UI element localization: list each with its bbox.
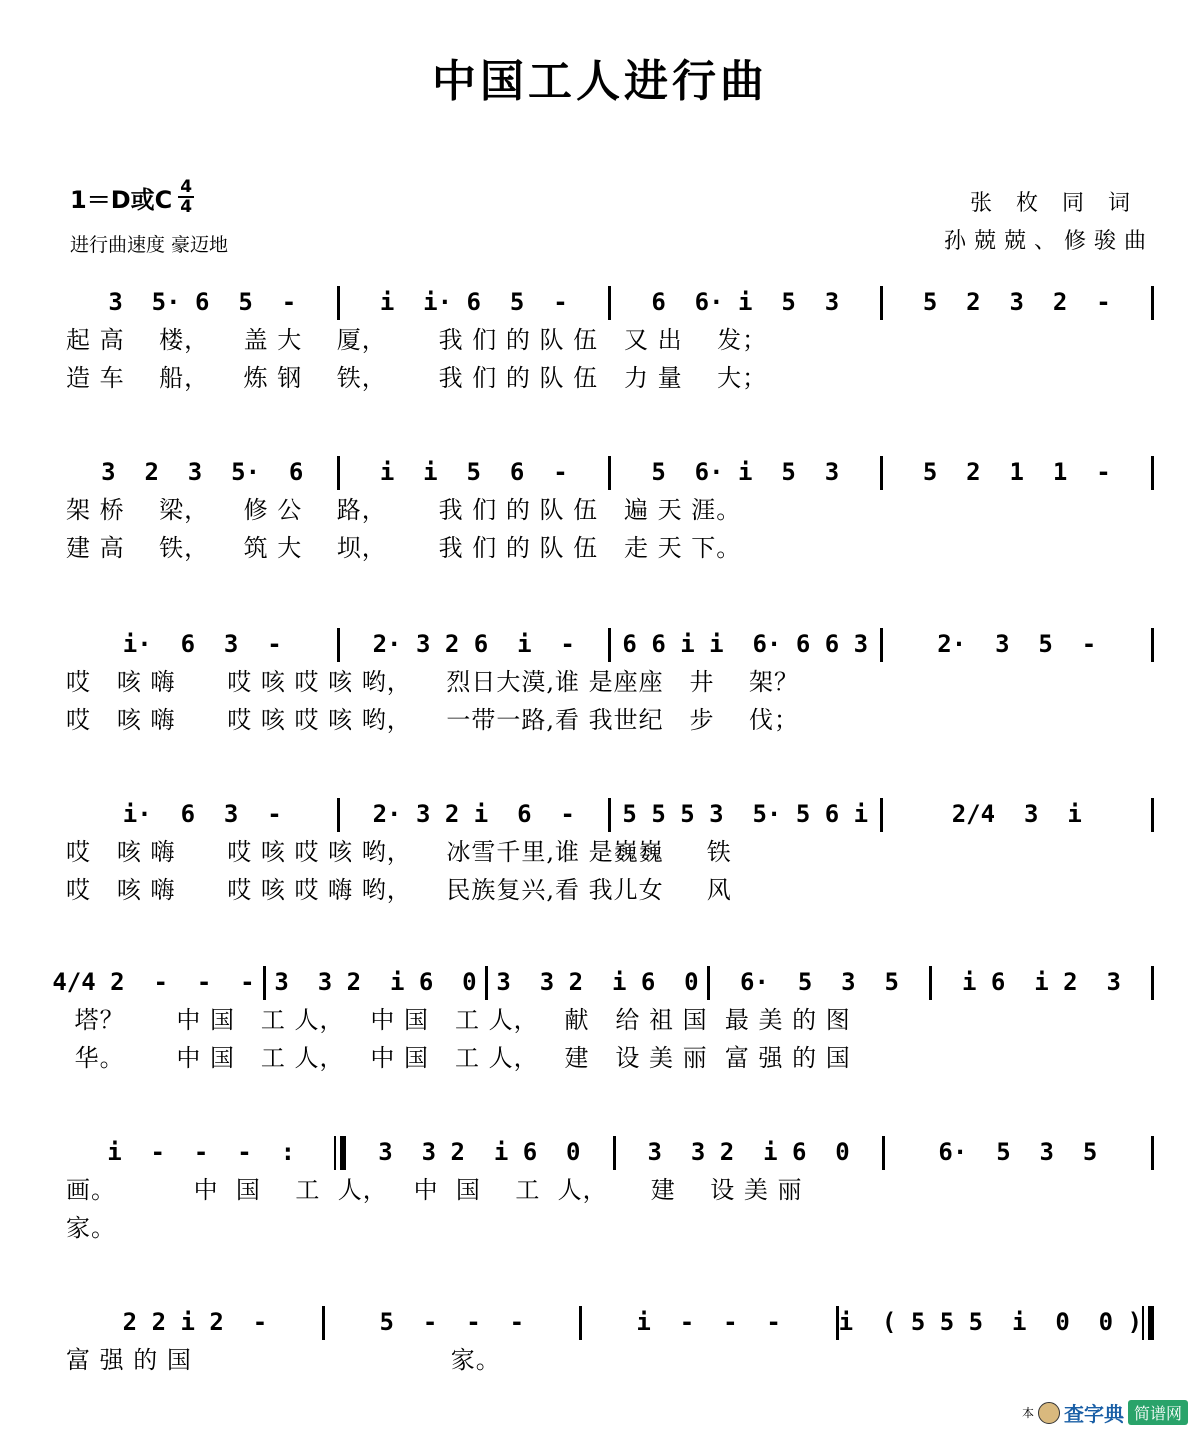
notes-line [68, 440, 1154, 486]
measure: 3 3 2 i 6 0 [378, 1138, 581, 1166]
lyric-verse-1: 画。 中 国 工 人， 中 国 工 人， 建 设 美 丽 [66, 1176, 803, 1204]
staff-row-3 [0, 612, 1200, 762]
time-denominator: 4 [180, 197, 193, 217]
lyric-verse-1: 哎 咳 嗨 哎 咳 哎 咳 哟， 冰雪千里,谁 是巍巍 铁 [66, 838, 732, 866]
time-numerator: 4 [180, 177, 193, 197]
measure: 6· 5 3 5 [740, 968, 899, 996]
measure: i - - - [636, 1308, 781, 1336]
staff-row-6 [0, 1120, 1200, 1270]
lyric-verse-2: 华。 中 国 工 人， 中 国 工 人， 建 设 美 丽 富 强 的 国 [66, 1044, 851, 1072]
lyric-verse-2: 家。 [66, 1214, 116, 1242]
measure: i· 6 3 - [122, 800, 282, 828]
lyric-verse-1: 塔？ 中 国 工 人， 中 国 工 人， 献 给 祖 国 最 美 的 图 [66, 1006, 851, 1034]
measure: i· 6 3 - [122, 630, 282, 658]
measure: 6· 5 3 5 [938, 1138, 1098, 1166]
bar-line [1151, 628, 1154, 662]
measure: i ( 5 5 5 i 0 0 ) [838, 1308, 1143, 1336]
notes-line [68, 270, 1154, 316]
lyric-verse-1: 起 高 楼， 盖 大 厦， 我 们 的 队 伍 又 出 发； [66, 326, 768, 354]
measure: 2· 3 5 - [937, 630, 1097, 658]
staff-row-2 [0, 440, 1200, 590]
lyric-verse-2: 哎 咳 嗨 哎 咳 哎 嗨 哟， 民族复兴,看 我儿女 风 [66, 876, 732, 904]
staff-row-7 [0, 1290, 1200, 1440]
tempo-marking: 进行曲速度 豪迈地 [70, 234, 229, 256]
lyric-verse-2: 造 车 船， 炼 钢 铁， 我 们 的 队 伍 力 量 大； [66, 364, 768, 392]
bar-line [1151, 456, 1154, 490]
measure: 3 3 2 i 6 0 [647, 1138, 850, 1166]
bar-line [1151, 286, 1154, 320]
lyric-verse-2: 哎 咳 嗨 哎 咳 哎 咳 哟， 一带一路,看 我世纪 步 伐； [66, 706, 799, 734]
watermark-site: 查字典 [1063, 1402, 1124, 1426]
measure: i - - - : [107, 1138, 296, 1166]
lyric-verse-2: 建 高 铁， 筑 大 坝， 我 们 的 队 伍 走 天 下。 [66, 534, 742, 562]
notes-line [68, 782, 1154, 828]
final-bar-line [1142, 1306, 1154, 1340]
measure: 2 2 i 2 - [122, 1308, 268, 1336]
measure: 2/4 3 i [951, 800, 1082, 828]
lyricist-credit: 张枚同词 [969, 191, 1154, 216]
measure: 5 2 3 2 - [922, 288, 1111, 316]
staff-row-5 [0, 950, 1200, 1100]
song-title: 中国工人进行曲 [432, 56, 768, 107]
measure: 3 5· 6 5 - [108, 288, 297, 316]
bar-line [1151, 798, 1154, 832]
notes-line [44, 950, 1154, 996]
measure: i 6 i 2 3 [962, 968, 1121, 996]
measure: 5 - - - [379, 1308, 525, 1336]
measure: 3 3 2 i 6 0 [496, 968, 699, 996]
lyric-verse-1: 哎 咳 嗨 哎 咳 哎 咳 哟， 烈日大漠,谁 是座座 井 架？ [66, 668, 799, 696]
measure: 6 6 i i 6· 6 6 3 [622, 630, 869, 658]
lyric-verse-1: 富 强 的 国 家。 [66, 1346, 501, 1374]
watermark-prefix: 本 [1021, 1406, 1034, 1420]
measure: 4/4 2 - - - [52, 968, 255, 996]
lyric-verse-1: 架 桥 梁， 修 公 路， 我 们 的 队 伍 遍 天 涯。 [66, 496, 742, 524]
staff-row-4 [0, 782, 1200, 932]
notes-line [68, 1290, 1154, 1336]
measure: 5 6· i 5 3 [651, 458, 840, 486]
key-signature [70, 178, 194, 216]
watermark-badge: 简谱网 [1128, 1400, 1188, 1425]
measure: i i 5 6 - [379, 458, 568, 486]
time-signature [178, 178, 194, 216]
bar-line [1151, 1136, 1154, 1170]
measure: i i· 6 5 - [379, 288, 568, 316]
bar-line [1151, 966, 1154, 1000]
measure: 2· 3 2 6 i - [372, 630, 575, 658]
measure: 3 3 2 i 6 0 [274, 968, 477, 996]
notes-line [68, 612, 1154, 658]
measure: 2· 3 2 i 6 - [372, 800, 575, 828]
composer-credit: 孙兢兢、修骏曲 [943, 229, 1154, 254]
measure: 6 6· i 5 3 [651, 288, 840, 316]
notes-line [68, 1120, 1154, 1166]
site-watermark [1022, 1398, 1188, 1427]
measure: 5 5 5 3 5· 5 6 i [622, 800, 869, 828]
staff-row-1 [0, 270, 1200, 420]
measure: 5 2 1 1 - [922, 458, 1111, 486]
repeat-bar-line [334, 1136, 346, 1170]
measure: 3 2 3 5· 6 [101, 458, 304, 486]
mascot-icon [1038, 1402, 1060, 1424]
key-tonic: 1＝D或C [70, 185, 173, 214]
